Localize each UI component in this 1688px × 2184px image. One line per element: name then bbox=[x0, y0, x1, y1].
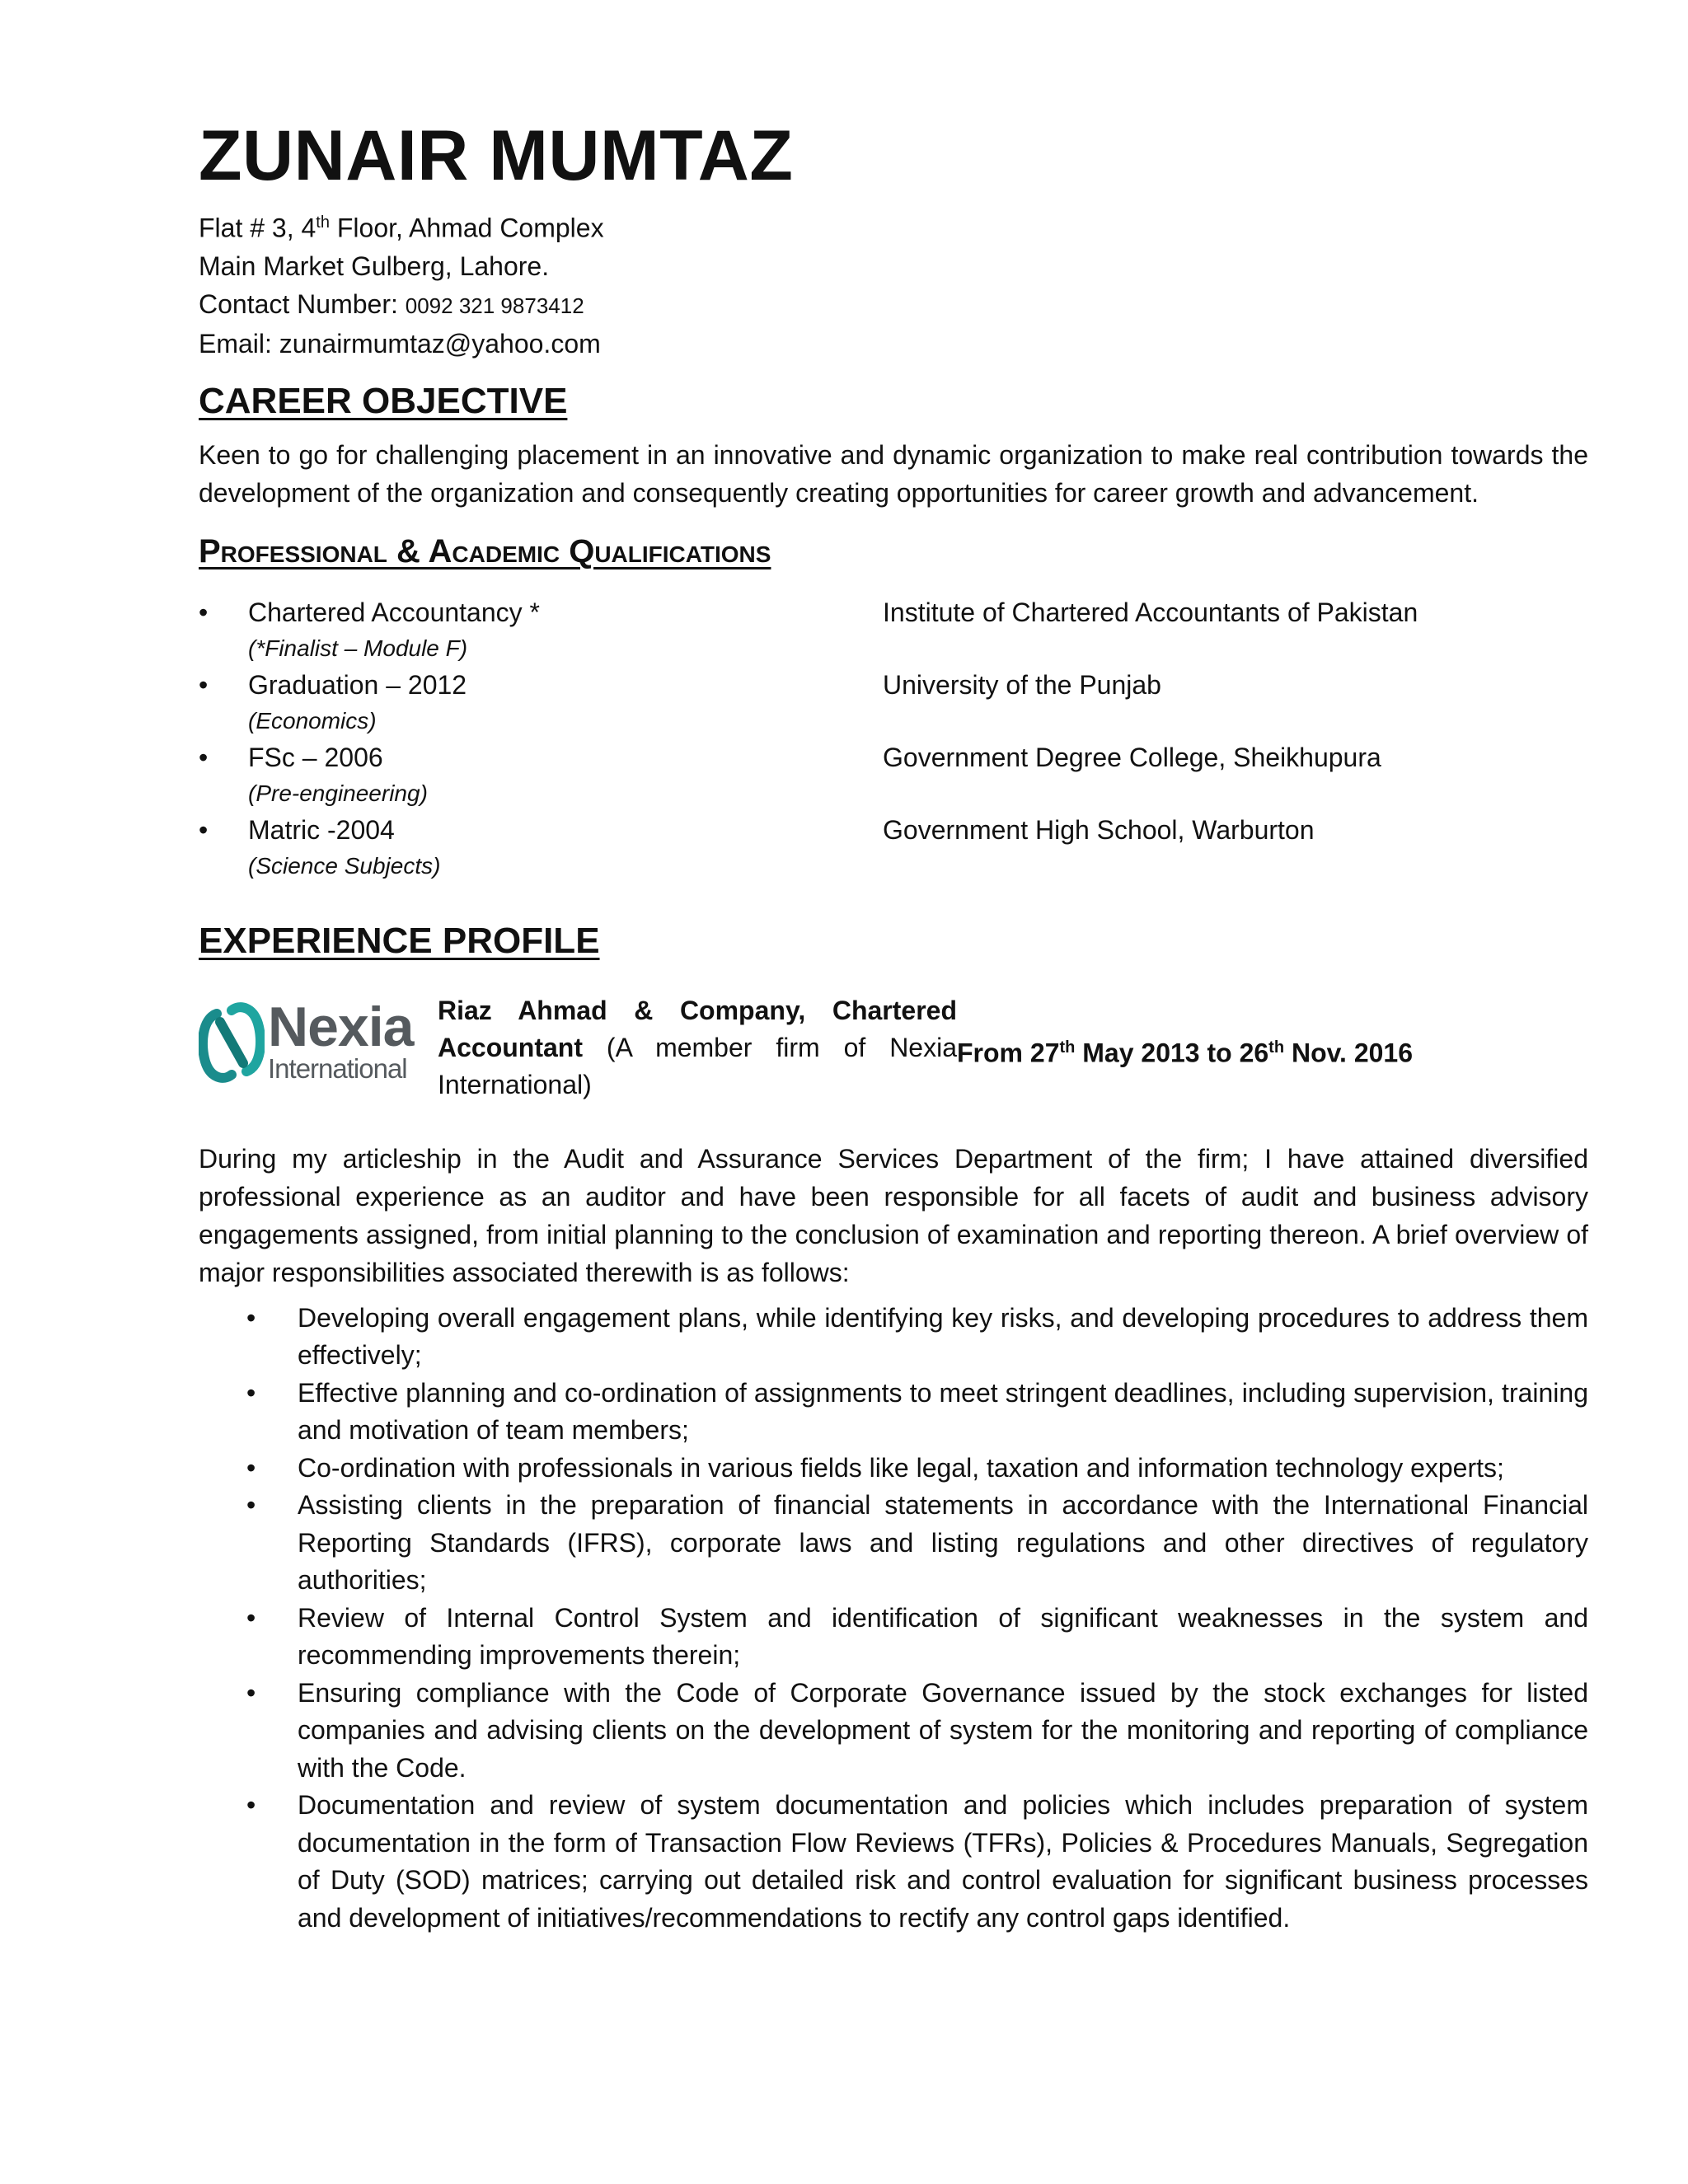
responsibility-text: Ensuring compliance with the Code of Corporate Governance issued by the stock exchanges for listed companies and advising clients on the development of system for the monitoring and reporting of compliance with the Code. bbox=[298, 1677, 1588, 1783]
qualification-item bbox=[199, 667, 1588, 739]
bullet-icon: • bbox=[199, 742, 209, 772]
qualification-title: Chartered Accountancy * bbox=[248, 597, 540, 627]
qualification-title: Matric -2004 bbox=[248, 814, 395, 845]
contact-label: Contact Number: bbox=[199, 288, 406, 319]
address-sup: th bbox=[316, 213, 330, 232]
responsibility-text: Co-ordination with professionals in various fields like legal, taxation and information technology experts; bbox=[298, 1452, 1504, 1483]
employer-affiliation: (A member firm of Nexia International) bbox=[438, 1032, 957, 1099]
qualification-note: (Science Subjects) bbox=[248, 852, 441, 879]
employer-block bbox=[199, 989, 1588, 1104]
bullet-icon: • bbox=[246, 1490, 256, 1521]
qualifications-heading: Professional & Academic Qualifications bbox=[199, 532, 771, 569]
dates-mid: May 2013 to 26 bbox=[1075, 1038, 1269, 1068]
dates-end-sup: th bbox=[1268, 1038, 1285, 1057]
qualifications-list bbox=[199, 594, 1588, 884]
list-item bbox=[199, 1375, 1588, 1450]
list-item bbox=[199, 1787, 1588, 1937]
responsibility-text: Developing overall engagement plans, while identifying key risks, and developing procedures to address them effectively; bbox=[298, 1302, 1588, 1371]
qualification-item bbox=[199, 739, 1588, 812]
address-line-1 bbox=[199, 204, 1588, 247]
email-line: Email: zunairmumtaz@yahoo.com bbox=[199, 328, 601, 359]
career-objective-text: Keen to go for challenging placement in an innovative and dynamic organization to make real contribution towards the development of the organization and consequently creating opportunities for career growth and advancement. bbox=[199, 439, 1588, 508]
address-line-2: Main Market Gulberg, Lahore. bbox=[199, 251, 550, 281]
list-item bbox=[199, 1450, 1588, 1488]
qualification-title: Graduation – 2012 bbox=[248, 669, 467, 700]
bullet-icon: • bbox=[246, 1602, 256, 1633]
bullet-icon: • bbox=[246, 1677, 256, 1708]
bullet-icon: • bbox=[246, 1302, 256, 1333]
responsibilities-list bbox=[199, 1300, 1588, 1938]
qualification-institution: Institute of Chartered Accountants of Pakistan bbox=[883, 597, 1418, 627]
qualification-item bbox=[199, 594, 1588, 667]
list-item bbox=[199, 1300, 1588, 1375]
contact-number-line bbox=[199, 285, 1588, 325]
employment-dates bbox=[957, 1029, 1413, 1072]
bullet-icon: • bbox=[199, 597, 209, 627]
experience-intro: During my articleship in the Audit and Assurance Services Department of the firm; I have attained diversified professional experience as an auditor and have been responsible for all facets of audit and business advisory engagements assigned, from initial planning to the conclusion of examination and reporting thereon. A brief overview of major responsibilities associated therewith is as follows: bbox=[199, 1143, 1588, 1287]
bullet-icon: • bbox=[199, 814, 209, 845]
bullet-icon: • bbox=[246, 1452, 256, 1483]
employer-firm-name: Riaz Ahmad & Company, Chartered Accountant bbox=[438, 995, 957, 1062]
responsibility-text: Assisting clients in the preparation of financial statements in accordance with the International Financial Reporting Standards (IFRS), corporate laws and listing regulations and other directives of regulatory authorities; bbox=[298, 1490, 1588, 1596]
qualification-note: (Pre-engineering) bbox=[248, 780, 428, 806]
list-item bbox=[199, 1600, 1588, 1675]
address-pre: Flat # 3, 4 bbox=[199, 213, 316, 243]
responsibility-text: Documentation and review of system documentation and policies which includes preparation of system documentation in the form of Transaction Flow Reviews (TFRs), Policies & Procedures Manuals, Segregation of Duty (SOD) matrices; carrying out detailed risk and control evaluation for significant business processes and development of initiatives/recommendations to rectify any control gaps identified. bbox=[298, 1790, 1588, 1933]
qualification-title: FSc – 2006 bbox=[248, 742, 383, 772]
nexia-logo-icon bbox=[199, 997, 265, 1088]
applicant-name: ZUNAIR MUMTAZ bbox=[199, 116, 794, 195]
bullet-icon: • bbox=[246, 1377, 256, 1408]
list-item bbox=[199, 1487, 1588, 1600]
bullet-icon: • bbox=[246, 1790, 256, 1821]
qualification-institution: Government High School, Warburton bbox=[883, 814, 1315, 845]
dates-end: Nov. 2016 bbox=[1284, 1038, 1413, 1068]
resume-content bbox=[199, 115, 1588, 1937]
employer-name bbox=[438, 992, 957, 1104]
logo-wordmark: Nexia bbox=[268, 996, 414, 1059]
bullet-icon: • bbox=[199, 669, 209, 700]
qualification-note: (Economics) bbox=[248, 707, 377, 733]
responsibility-text: Review of Internal Control System and identification of significant weaknesses in the system and recommending improvements therein; bbox=[298, 1602, 1588, 1671]
experience-heading: EXPERIENCE PROFILE bbox=[199, 920, 600, 961]
qualification-note: (*Finalist – Module F) bbox=[248, 635, 468, 661]
address-post: Floor, Ahmad Complex bbox=[329, 213, 604, 243]
qualification-institution: Government Degree College, Sheikhupura bbox=[883, 742, 1381, 772]
dates-start: From 27 bbox=[957, 1038, 1060, 1068]
logo-subtext: International bbox=[268, 1053, 407, 1085]
list-item bbox=[199, 1675, 1588, 1788]
contact-number: 0092 321 9873412 bbox=[405, 293, 584, 318]
qualification-institution: University of the Punjab bbox=[883, 669, 1161, 700]
nexia-logo bbox=[199, 989, 429, 1096]
responsibility-text: Effective planning and co-ordination of assignments to meet stringent deadlines, including supervision, training and motivation of team members; bbox=[298, 1377, 1588, 1446]
career-objective-heading: CAREER OBJECTIVE bbox=[199, 380, 568, 421]
qualification-item bbox=[199, 812, 1588, 884]
dates-start-sup: th bbox=[1059, 1038, 1076, 1057]
